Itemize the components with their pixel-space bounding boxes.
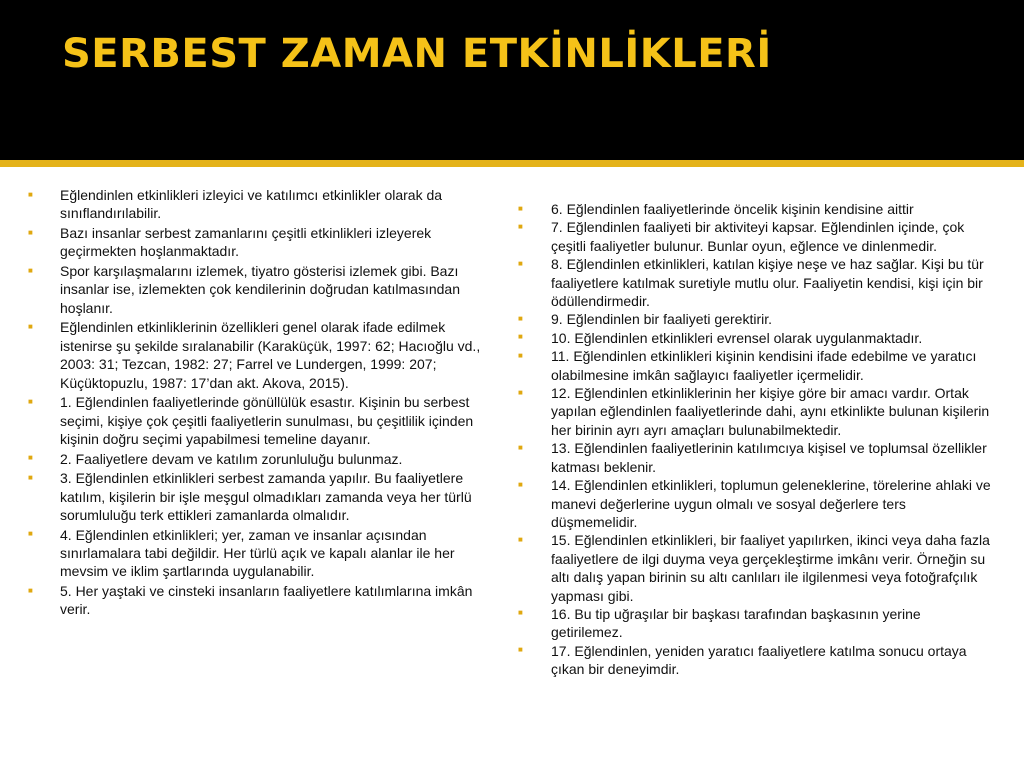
square-bullet-icon: ■ (518, 350, 523, 360)
square-bullet-icon: ■ (518, 608, 523, 618)
square-bullet-icon: ■ (28, 529, 33, 539)
list-item-text: 6. Eğlendinlen faaliyetlerinde öncelik kişinin kendisine aittir (551, 201, 914, 217)
list-item (28, 393, 494, 448)
list-item-text: Spor karşılaşmalarını izlemek, tiyatro gösterisi izlemek gibi. Bazı insanlar ise, izlemekten çok kendilerinin doğrudan katılmasından hoşlanır. (60, 263, 460, 316)
list-item (518, 531, 996, 605)
square-bullet-icon: ■ (518, 645, 523, 655)
list-item (28, 526, 494, 581)
list-item (518, 200, 996, 218)
list-item-text: 10. Eğlendinlen etkinlikleri evrensel olarak uygulanmaktadır. (551, 329, 923, 346)
list-item (518, 439, 996, 476)
list-item-text: 14. Eğlendinlen etkinlikleri, toplumun geleneklerine, törelerine ahlaki ve manevi değerlerine uygun olmalı ve sosyal değerlere ters düşmemelidir. (551, 477, 991, 530)
square-bullet-icon: ■ (28, 227, 33, 237)
list-item (28, 186, 494, 223)
square-bullet-icon: ■ (28, 189, 33, 199)
title-band (0, 0, 1024, 160)
list-item (518, 476, 996, 531)
square-bullet-icon: ■ (518, 534, 523, 544)
square-bullet-icon: ■ (28, 321, 33, 331)
list-item (28, 224, 494, 261)
list-item (28, 262, 494, 317)
list-item (28, 450, 494, 468)
list-item (518, 329, 996, 347)
list-item-text: 8. Eğlendinlen etkinlikleri, katılan kişiye neşe ve haz sağlar. Kişi bu tür faaliyetlere katılmak suretiyle mutlu olur. Faaliyetin kendisi, kişi için bir ödüllendirmedir. (551, 256, 984, 310)
list-item (518, 218, 996, 255)
square-bullet-icon: ■ (28, 472, 33, 482)
square-bullet-icon: ■ (518, 479, 523, 489)
slide-title: SERBEST ZAMAN ETKİNLİKLERİ (62, 31, 772, 77)
square-bullet-icon: ■ (518, 258, 523, 268)
list-item-text: 7. Eğlendinlen faaliyeti bir aktiviteyi kapsar. Eğlendinlen içinde, çok çeşitli faaliyetler bulunur. Bunlar oyun, eğlence ve dinlenmedir. (551, 219, 965, 254)
list-item-text: 2. Faaliyetlere devam ve katılım zorunluluğu bulunmaz. (60, 450, 403, 467)
square-bullet-icon: ■ (518, 387, 523, 397)
list-item-text: Eğlendinlen etkinlikleri izleyici ve katılımcı etkinlikler olarak da sınıflandırılabilir. (60, 187, 443, 222)
list-item-text: 5. Her yaştaki ve cinsteki insanların faaliyetlere katılımlarına imkân verir. (60, 583, 473, 618)
list-item-text: 12. Eğlendinlen etkinliklerinin her kişiye göre bir amacı vardır. Ortak yapılan eğlendinlen faaliyetlerinde dahi, aynı etkinlikte bulunan kişilerin her birinin ayrı ayrı amaçları bulunabilmektedir. (551, 385, 990, 438)
list-item (518, 605, 996, 642)
square-bullet-icon: ■ (28, 396, 33, 406)
right-bullet-list (518, 200, 996, 679)
list-item-text: 17. Eğlendinlen, yeniden yaratıcı faaliyetlere katılma sonucu ortaya çıkan bir deneyimdir. (551, 642, 967, 678)
list-item-text: 4. Eğlendinlen etkinlikleri; yer, zaman ve insanlar açısından sınırlamalara tabi değildir. Her türlü açık ve kapalı alanlar ile her mevsim ve iklim şartlarında uygulanabilir. (60, 526, 455, 580)
square-bullet-icon: ■ (28, 585, 33, 595)
title-divider (0, 160, 1024, 167)
list-item (518, 384, 996, 439)
list-item (28, 469, 494, 524)
square-bullet-icon: ■ (518, 221, 523, 231)
square-bullet-icon: ■ (28, 453, 33, 463)
list-item (518, 642, 996, 679)
list-item (518, 255, 996, 310)
square-bullet-icon: ■ (518, 442, 523, 452)
list-item (28, 318, 494, 392)
list-item-text: 13. Eğlendinlen faaliyetlerinin katılımcıya kişisel ve toplumsal özellikler katması beklenir. (551, 440, 987, 475)
list-item (518, 347, 996, 384)
list-item-text: 3. Eğlendinlen etkinlikleri serbest zamanda yapılır. Bu faaliyetlere katılım, kişilerin bir işle meşgul olmadıkları zamanda veya her türlü sorumluluğu terk ettikleri zamanlarda olmalıdır. (60, 470, 472, 524)
square-bullet-icon: ■ (518, 332, 523, 342)
left-bullet-list (28, 186, 494, 620)
list-item (518, 310, 996, 328)
list-item-text: Bazı insanlar serbest zamanlarını çeşitli etkinlikleri izleyerek geçirmekten hoşlanmaktadır. (60, 225, 432, 260)
list-item-text: Eğlendinlen etkinliklerinin özellikleri genel olarak ifade edilmek istenirse şu şekilde sıralanabilir (Karaküçük, 1997: 62; Hacıoğlu vd., 2003: 31; Tezcan, 1982: 27; Farrel ve Lundergen, 1999: 207; Küçüktopuzlu, 1987: 17’dan akt. Akova, 2015). (60, 319, 481, 391)
square-bullet-icon: ■ (28, 265, 33, 275)
list-item-text: 9. Eğlendinlen bir faaliyeti gerektirir. (551, 311, 773, 328)
square-bullet-icon: ■ (518, 203, 523, 213)
list-item-text: 11. Eğlendinlen etkinlikleri kişinin kendisini ifade edebilme ve yaratıcı olabilmesine imkân sağlayıcı faaliyetler içermelidir. (551, 348, 977, 383)
list-item-text: 15. Eğlendinlen etkinlikleri, bir faaliyet yapılırken, ikinci veya daha fazla faaliyetlere de ilgi duyma veya gerçekleştirme imkânı verir. Örneğin su altı dalış yapan birinin su altı canlıları ile ilgilenmesi veya fotoğrafçılık yapması gibi. (551, 532, 990, 604)
list-item-text: 1. Eğlendinlen faaliyetlerinde gönüllülük esastır. Kişinin bu serbest seçimi, kişiye çok çeşitli faaliyetlerin sunulması, bu çeşitlilik içinden kişinin doğru seçimi yapabilmesi temeline dayanır. (60, 394, 474, 448)
list-item-text: 16. Bu tip uğraşılar bir başkası tarafından başkasının yerine getirilemez. (551, 605, 921, 641)
list-item (28, 582, 494, 619)
square-bullet-icon: ■ (518, 313, 523, 323)
